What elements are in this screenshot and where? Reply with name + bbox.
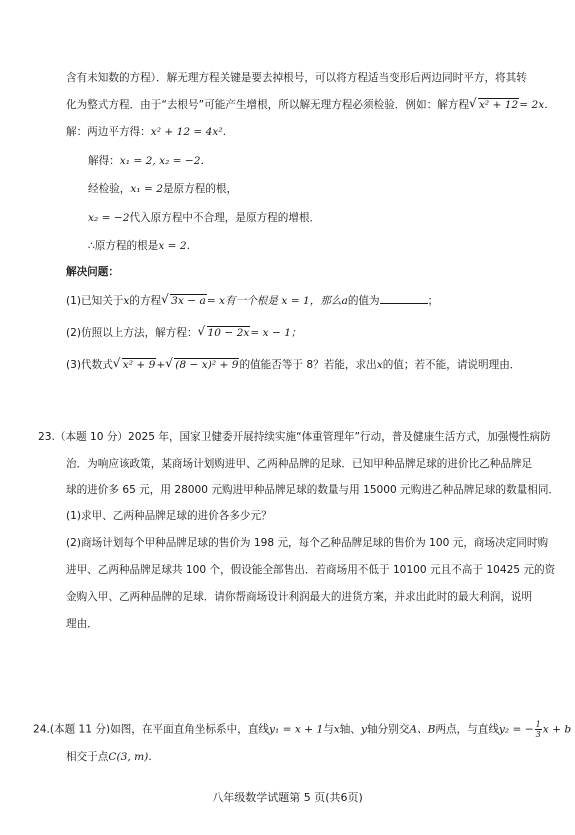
page-footer: 八年级数学试题第 5 页(共6页) — [212, 791, 363, 804]
intro-line-2: 化为整式方程．由于“去根号”可能产生增根，所以解无理方程必须检验．例如：解方程√ x² + 12= 2x． — [66, 97, 555, 113]
solution-line-1: 解：两边平方得：x² + 12 = 4x²． — [66, 126, 234, 138]
radical: √ 10 − 2x — [199, 325, 251, 341]
section-heading: 解决问题： — [66, 266, 119, 278]
p24-line-1: 24.(本题 11 分)如图，在平面直角坐标系中，直线y₁ = x + 1与x轴、y轴分别交A、B两点，与直线y₂ = − $\frac{1}{3}$ x + b — [33, 720, 572, 739]
p23-line-8: 理由． — [66, 618, 98, 630]
radical: √ x² + 12 — [470, 97, 519, 113]
solution-line-2: 解得：x₁ = 2, x₂ = −2． — [88, 155, 212, 167]
p23-line-3: 球的进价多 65 元，用 28000 元购进甲种品牌足球的数量与用 15000 元购进乙种品牌足球的数量相同． — [66, 484, 560, 496]
p23-line-7: 金购入甲、乙两种品牌的足球．请你帮商场设计利润最大的进货方案，并求出此时的最大利润，说明 — [66, 591, 533, 603]
answer-blank — [380, 293, 428, 304]
question-2: (2)仿照以上方法，解方程：√ 10 − 2x= x − 1； — [66, 325, 302, 341]
solution-line-4: x₂ = −2代入原方程中不合理，是原方程的增根． — [88, 212, 321, 224]
solution-line-5: ∴原方程的根是x = 2． — [88, 240, 198, 252]
radical: √ (8 − x)² + 9 — [166, 357, 239, 373]
p24-line-2: 相交于点C(3, m)． — [66, 751, 159, 763]
p23-line-4: (1)求甲、乙两种品牌足球的进价各多少元？ — [66, 510, 272, 522]
question-1: (1)已知关于x的方程√ 3x − a= x有一个根是 x = 1，那么a的值为 ； — [66, 293, 438, 309]
p23-line-2: 治．为响应该政策，某商场计划购进甲、乙两种品牌的足球．已知甲种品牌足球的进价比乙种品牌足 — [66, 458, 533, 470]
p23-line-1: 23.（本题 10 分）2025 年，国家卫健委开展持续实施“体重管理年”行动，普及健康生活方式，加强慢性病防 — [38, 431, 551, 443]
radical: √ 3x − a — [162, 293, 207, 309]
fraction: $\frac{1}{3}$ — [535, 720, 541, 739]
p23-line-5: (2)商场计划每个甲种品牌足球的售价为 198 元，每个乙种品牌足球的售价为 100 元，商场决定同时购 — [66, 537, 549, 549]
intro-line-1: 含有未知数的方程）．解无理方程关键是要去掉根号，可以将方程适当变形后两边同时平方，将其转 — [66, 72, 527, 84]
p23-line-6: 进甲、乙两种品牌足球共 100 个，假设能全部售出．若商场用不低于 10100 元且不高于 10425 元的资 — [66, 564, 556, 576]
radical: √ x² + 9 — [114, 357, 157, 373]
solution-line-3: 经检验，x₁ = 2是原方程的根， — [88, 183, 238, 195]
question-3: (3)代数式√ x² + 9+√ (8 − x)² + 9的值能否等于 8？若能，求出x的值；若不能，请说明理由． — [66, 357, 520, 373]
